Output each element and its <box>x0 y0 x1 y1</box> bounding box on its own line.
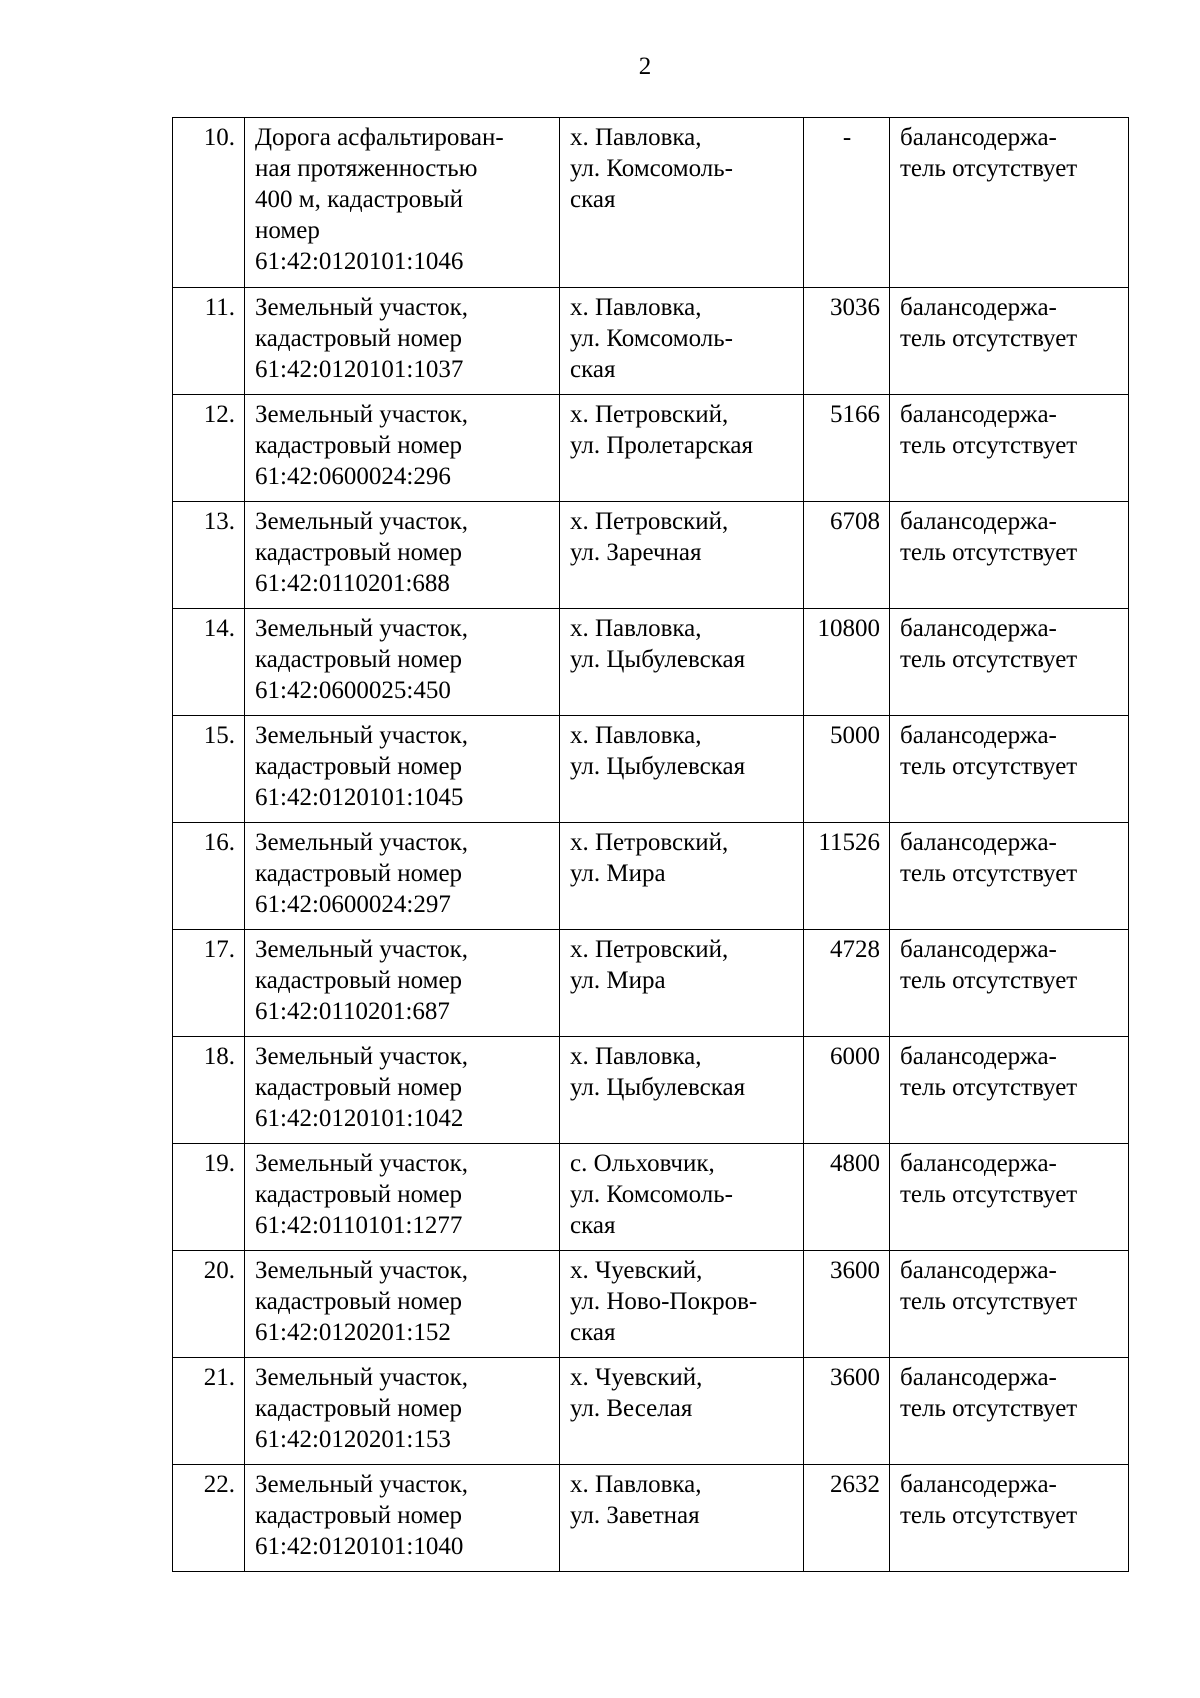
balance-holder-cell <box>890 1358 1129 1465</box>
object-name-cell <box>245 1358 560 1465</box>
table-row <box>173 609 1129 716</box>
address-cell-line: ул. Ново-Покров- <box>570 1288 758 1315</box>
area-cell: 11526 <box>804 823 890 930</box>
area-cell: 5000 <box>804 716 890 823</box>
balance-holder-cell-line: балансодержа- <box>900 936 1057 963</box>
object-name-cell-line: кадастровый номер <box>255 753 463 780</box>
object-name-cell-line: 61:42:0120201:152 <box>255 1319 451 1346</box>
balance-holder-cell-line: тель отсутствует <box>900 967 1078 994</box>
address-cell <box>560 1251 804 1358</box>
table-row <box>173 395 1129 502</box>
table-row <box>173 823 1129 930</box>
table-row <box>173 288 1129 395</box>
address-cell <box>560 288 804 395</box>
area-cell: 2632 <box>804 1465 890 1572</box>
balance-holder-cell <box>890 930 1129 1037</box>
address-cell <box>560 930 804 1037</box>
address-cell <box>560 716 804 823</box>
row-number-cell: 10. <box>173 118 245 288</box>
object-name-cell <box>245 1037 560 1144</box>
object-name-cell-line: Земельный участок, <box>255 1364 468 1391</box>
row-number-cell: 22. <box>173 1465 245 1572</box>
address-cell-line: ул. Цыбулевская <box>570 646 746 673</box>
balance-holder-cell-line: тель отсутствует <box>900 1074 1078 1101</box>
balance-holder-cell <box>890 1251 1129 1358</box>
area-cell: - <box>804 118 890 288</box>
object-name-cell <box>245 288 560 395</box>
object-name-cell-line: 61:42:0110201:687 <box>255 998 450 1025</box>
balance-holder-cell <box>890 1465 1129 1572</box>
address-cell-line: ская <box>570 1319 616 1346</box>
object-name-cell-line: кадастровый номер <box>255 1181 463 1208</box>
object-name-cell-line: Земельный участок, <box>255 1471 468 1498</box>
object-name-cell-line: Земельный участок, <box>255 1150 468 1177</box>
object-name-cell-line: 61:42:0120101:1037 <box>255 356 464 383</box>
row-number-cell: 16. <box>173 823 245 930</box>
balance-holder-cell-line: тель отсутствует <box>900 860 1078 887</box>
balance-holder-cell-line: тель отсутствует <box>900 1395 1078 1422</box>
address-cell-line: ул. Комсомоль- <box>570 155 733 182</box>
balance-holder-cell <box>890 716 1129 823</box>
address-cell-line: с. Ольховчик, <box>570 1150 715 1177</box>
balance-holder-cell-line: балансодержа- <box>900 722 1057 749</box>
object-name-cell-line: 61:42:0120101:1040 <box>255 1533 464 1560</box>
balance-holder-cell-line: балансодержа- <box>900 1150 1057 1177</box>
object-name-cell-line: кадастровый номер <box>255 432 463 459</box>
balance-holder-cell-line: балансодержа- <box>900 1471 1057 1498</box>
object-name-cell-line: 61:42:0110201:688 <box>255 570 450 597</box>
table-row <box>173 716 1129 823</box>
row-number-cell: 15. <box>173 716 245 823</box>
row-number-cell: 13. <box>173 502 245 609</box>
object-name-cell <box>245 1144 560 1251</box>
object-name-cell-line: Земельный участок, <box>255 936 468 963</box>
object-name-cell <box>245 1465 560 1572</box>
address-cell-line: ул. Комсомоль- <box>570 325 733 352</box>
address-cell-line: ул. Мира <box>570 860 666 887</box>
row-number-cell: 18. <box>173 1037 245 1144</box>
object-name-cell-line: 61:42:0120101:1045 <box>255 784 464 811</box>
object-name-cell-line: Земельный участок, <box>255 294 468 321</box>
object-name-cell-line: кадастровый номер <box>255 1502 463 1529</box>
object-name-cell-line: 61:42:0600024:296 <box>255 463 451 490</box>
balance-holder-cell-line: балансодержа- <box>900 829 1057 856</box>
address-cell-line: ул. Комсомоль- <box>570 1181 733 1208</box>
area-cell: 6000 <box>804 1037 890 1144</box>
table-row <box>173 1465 1129 1572</box>
balance-holder-cell <box>890 118 1129 288</box>
object-name-cell <box>245 716 560 823</box>
object-name-cell <box>245 609 560 716</box>
address-cell-line: х. Чуевский, <box>570 1364 703 1391</box>
object-name-cell-line: 61:42:0120201:153 <box>255 1426 451 1453</box>
balance-holder-cell-line: балансодержа- <box>900 1043 1057 1070</box>
address-cell-line: х. Павловка, <box>570 1043 702 1070</box>
address-cell-line: х. Петровский, <box>570 936 729 963</box>
balance-holder-cell-line: тель отсутствует <box>900 646 1078 673</box>
address-cell-line: х. Петровский, <box>570 401 729 428</box>
area-cell: 4728 <box>804 930 890 1037</box>
balance-holder-cell-line: балансодержа- <box>900 508 1057 535</box>
row-number-cell: 21. <box>173 1358 245 1465</box>
property-registry-table <box>172 117 1129 1572</box>
object-name-cell <box>245 930 560 1037</box>
area-cell: 3600 <box>804 1358 890 1465</box>
address-cell <box>560 1037 804 1144</box>
balance-holder-cell-line: балансодержа- <box>900 401 1057 428</box>
address-cell-line: х. Чуевский, <box>570 1257 703 1284</box>
balance-holder-cell <box>890 1144 1129 1251</box>
balance-holder-cell-line: тель отсутствует <box>900 432 1078 459</box>
object-name-cell-line: кадастровый номер <box>255 1288 463 1315</box>
balance-holder-cell-line: балансодержа- <box>900 1257 1057 1284</box>
address-cell-line: ул. Мира <box>570 967 666 994</box>
address-cell-line: ул. Цыбулевская <box>570 753 746 780</box>
table-row <box>173 1144 1129 1251</box>
object-name-cell-line: кадастровый номер <box>255 646 463 673</box>
address-cell-line: х. Петровский, <box>570 829 729 856</box>
address-cell-line: ул. Веселая <box>570 1395 693 1422</box>
object-name-cell-line: Земельный участок, <box>255 615 468 642</box>
balance-holder-cell-line: тель отсутствует <box>900 325 1078 352</box>
table-row <box>173 930 1129 1037</box>
object-name-cell <box>245 118 560 288</box>
object-name-cell-line: 400 м, кадастровый <box>255 186 464 213</box>
balance-holder-cell-line: балансодержа- <box>900 124 1057 151</box>
object-name-cell-line: Земельный участок, <box>255 722 468 749</box>
address-cell-line: ул. Пролетарская <box>570 432 753 459</box>
balance-holder-cell <box>890 395 1129 502</box>
area-cell: 6708 <box>804 502 890 609</box>
address-cell-line: ская <box>570 1212 616 1239</box>
address-cell-line: ул. Цыбулевская <box>570 1074 746 1101</box>
table-row <box>173 502 1129 609</box>
object-name-cell-line: 61:42:0600025:450 <box>255 677 451 704</box>
address-cell-line: х. Павловка, <box>570 722 702 749</box>
table-row <box>173 1358 1129 1465</box>
address-cell-line: х. Павловка, <box>570 1471 702 1498</box>
area-cell: 3600 <box>804 1251 890 1358</box>
area-cell: 4800 <box>804 1144 890 1251</box>
area-cell: 10800 <box>804 609 890 716</box>
object-name-cell-line: Земельный участок, <box>255 401 468 428</box>
object-name-cell-line: кадастровый номер <box>255 967 463 994</box>
row-number-cell: 14. <box>173 609 245 716</box>
object-name-cell-line: 61:42:0120101:1046 <box>255 248 464 275</box>
address-cell-line: х. Павловка, <box>570 124 702 151</box>
address-cell <box>560 1465 804 1572</box>
object-name-cell <box>245 502 560 609</box>
area-cell: 5166 <box>804 395 890 502</box>
row-number-cell: 11. <box>173 288 245 395</box>
address-cell-line: х. Павловка, <box>570 294 702 321</box>
balance-holder-cell <box>890 609 1129 716</box>
balance-holder-cell-line: тель отсутствует <box>900 155 1078 182</box>
balance-holder-cell <box>890 1037 1129 1144</box>
balance-holder-cell <box>890 288 1129 395</box>
object-name-cell-line: Земельный участок, <box>255 508 468 535</box>
address-cell-line: ул. Заречная <box>570 539 702 566</box>
balance-holder-cell-line: балансодержа- <box>900 294 1057 321</box>
object-name-cell-line: кадастровый номер <box>255 860 463 887</box>
object-name-cell-line: Земельный участок, <box>255 829 468 856</box>
table-row <box>173 1037 1129 1144</box>
balance-holder-cell <box>890 502 1129 609</box>
registry-table-body <box>173 118 1129 1572</box>
row-number-cell: 20. <box>173 1251 245 1358</box>
area-cell: 3036 <box>804 288 890 395</box>
address-cell <box>560 609 804 716</box>
address-cell-line: ская <box>570 186 616 213</box>
object-name-cell <box>245 395 560 502</box>
object-name-cell-line: Земельный участок, <box>255 1257 468 1284</box>
object-name-cell-line: кадастровый номер <box>255 1074 463 1101</box>
balance-holder-cell-line: тель отсутствует <box>900 1288 1078 1315</box>
address-cell <box>560 118 804 288</box>
row-number-cell: 17. <box>173 930 245 1037</box>
address-cell-line: ул. Заветная <box>570 1502 700 1529</box>
table-row <box>173 1251 1129 1358</box>
page-number: 2 <box>638 53 652 80</box>
object-name-cell-line: Земельный участок, <box>255 1043 468 1070</box>
object-name-cell <box>245 823 560 930</box>
balance-holder-cell-line: балансодержа- <box>900 1364 1057 1391</box>
address-cell <box>560 395 804 502</box>
object-name-cell-line: ная протяженностью <box>255 155 478 182</box>
address-cell-line: х. Павловка, <box>570 615 702 642</box>
address-cell <box>560 502 804 609</box>
object-name-cell-line: кадастровый номер <box>255 539 463 566</box>
row-number-cell: 12. <box>173 395 245 502</box>
object-name-cell-line: Дорога асфальтирован- <box>255 124 504 151</box>
balance-holder-cell-line: тель отсутствует <box>900 539 1078 566</box>
object-name-cell-line: кадастровый номер <box>255 325 463 352</box>
object-name-cell-line: 61:42:0110101:1277 <box>255 1212 463 1239</box>
balance-holder-cell-line: тель отсутствует <box>900 753 1078 780</box>
object-name-cell-line: кадастровый номер <box>255 1395 463 1422</box>
balance-holder-cell-line: балансодержа- <box>900 615 1057 642</box>
address-cell <box>560 1144 804 1251</box>
object-name-cell-line: 61:42:0120101:1042 <box>255 1105 464 1132</box>
address-cell-line: х. Петровский, <box>570 508 729 535</box>
balance-holder-cell-line: тель отсутствует <box>900 1502 1078 1529</box>
object-name-cell-line: номер <box>255 217 320 244</box>
table-row <box>173 118 1129 288</box>
address-cell <box>560 823 804 930</box>
address-cell-line: ская <box>570 356 616 383</box>
object-name-cell-line: 61:42:0600024:297 <box>255 891 451 918</box>
address-cell <box>560 1358 804 1465</box>
balance-holder-cell-line: тель отсутствует <box>900 1181 1078 1208</box>
object-name-cell <box>245 1251 560 1358</box>
balance-holder-cell <box>890 823 1129 930</box>
row-number-cell: 19. <box>173 1144 245 1251</box>
